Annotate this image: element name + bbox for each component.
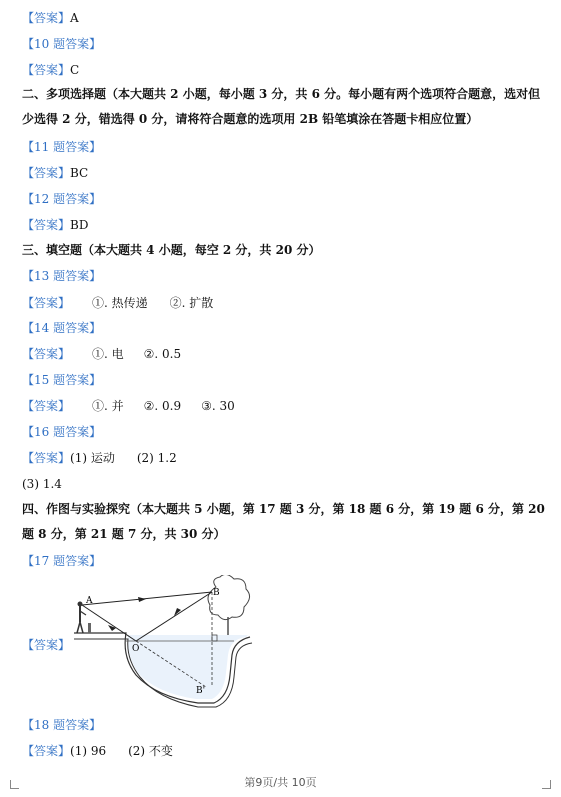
- question-header-15: 【15 题答案】: [22, 373, 102, 387]
- answer-tag: 【答案】: [22, 744, 71, 758]
- answer-part: ①. 电: [92, 347, 124, 361]
- label-O: O: [132, 644, 140, 654]
- ray-reflected: [136, 592, 212, 641]
- answer-row-13: [22, 295, 213, 311]
- answer-value: A: [70, 11, 79, 25]
- answer-row-10: [22, 62, 79, 78]
- question-header-10: 【10 题答案】: [22, 37, 102, 51]
- answer-row-17: [22, 637, 70, 653]
- page-footer: 第9页/共 10页: [244, 776, 317, 789]
- answer-tag: 【答案】: [22, 11, 71, 25]
- answer-value: C: [70, 63, 80, 77]
- answer-tag: 【答案】: [22, 218, 71, 232]
- answer-tag: 【答案】: [22, 399, 71, 413]
- question-header-12: 【12 题答案】: [22, 192, 102, 206]
- label-B-prime: B': [196, 686, 206, 696]
- answer-tag: 【答案】: [22, 638, 71, 652]
- label-B: B: [213, 588, 220, 598]
- answer-part: (1) 96: [70, 744, 107, 758]
- question-header-11: 【11 题答案】: [22, 140, 102, 154]
- answer-row-16: [22, 450, 177, 466]
- answer-row-12: [22, 217, 88, 233]
- ray-direct: [82, 592, 212, 605]
- answer-row-16-part3: (3) 1.4: [22, 477, 62, 491]
- answer-part: (2) 不变: [128, 744, 173, 758]
- answer-part: ②. 0.9: [143, 399, 182, 413]
- answer-tag: 【答案】: [22, 296, 71, 310]
- question-header-17: 【17 题答案】: [22, 554, 102, 568]
- answer-value: BD: [70, 218, 89, 232]
- answer-tag: 【答案】: [22, 347, 71, 361]
- pond-water: [76, 635, 248, 699]
- answer-tag: 【答案】: [22, 166, 71, 180]
- arrow-direct: [138, 597, 146, 602]
- answer-part: ①. 并: [92, 399, 124, 413]
- answer-row-15: [22, 398, 235, 414]
- answer-part: (2) 1.2: [136, 451, 177, 465]
- answer-value: BC: [70, 166, 89, 180]
- answer-row-11: [22, 165, 88, 181]
- answer-part: ②. 扩散: [169, 296, 214, 310]
- answer-tag: 【答案】: [22, 63, 71, 77]
- question-header-16: 【16 题答案】: [22, 425, 102, 439]
- question-header-18: 【18 题答案】: [22, 718, 102, 732]
- answer-tag: 【答案】: [22, 451, 71, 465]
- question-header-13: 【13 题答案】: [22, 269, 102, 283]
- section-title-drawing-experiment: 四、作图与实验探究（本大题共 5 小题，第 17 题 3 分，第 18 题 6 分，第 19 题 6 分，第 20 题 8 分，第 21 题 7 分，共 30 分）: [22, 502, 545, 541]
- answer-row-14: [22, 346, 181, 362]
- post: [88, 623, 91, 633]
- answer-part: ③. 30: [201, 399, 235, 413]
- answer-part: (1) 运动: [70, 451, 115, 465]
- answer-part: ②. 0.5: [143, 347, 182, 361]
- reflection-diagram: [66, 575, 256, 710]
- answer-part: ①. 热传递: [92, 296, 148, 310]
- arrow-incident: [108, 625, 116, 631]
- answer-row-9: [22, 10, 79, 26]
- answer-row-18: [22, 743, 173, 759]
- question-header-14: 【14 题答案】: [22, 321, 102, 335]
- section-title-fill-in: 三、填空题（本大题共 4 小题，每空 2 分，共 20 分）: [22, 243, 321, 257]
- label-A: A: [86, 596, 93, 606]
- section-title-multiple-choice: 二、多项选择题（本大题共 2 小题，每小题 3 分，共 6 分。每小题有两个选项符合题意，选对但少选得 2 分，错选得 0 分，请将符合题意的选项用 2B 铅笔填涂在答题卡相应位置）: [22, 87, 541, 126]
